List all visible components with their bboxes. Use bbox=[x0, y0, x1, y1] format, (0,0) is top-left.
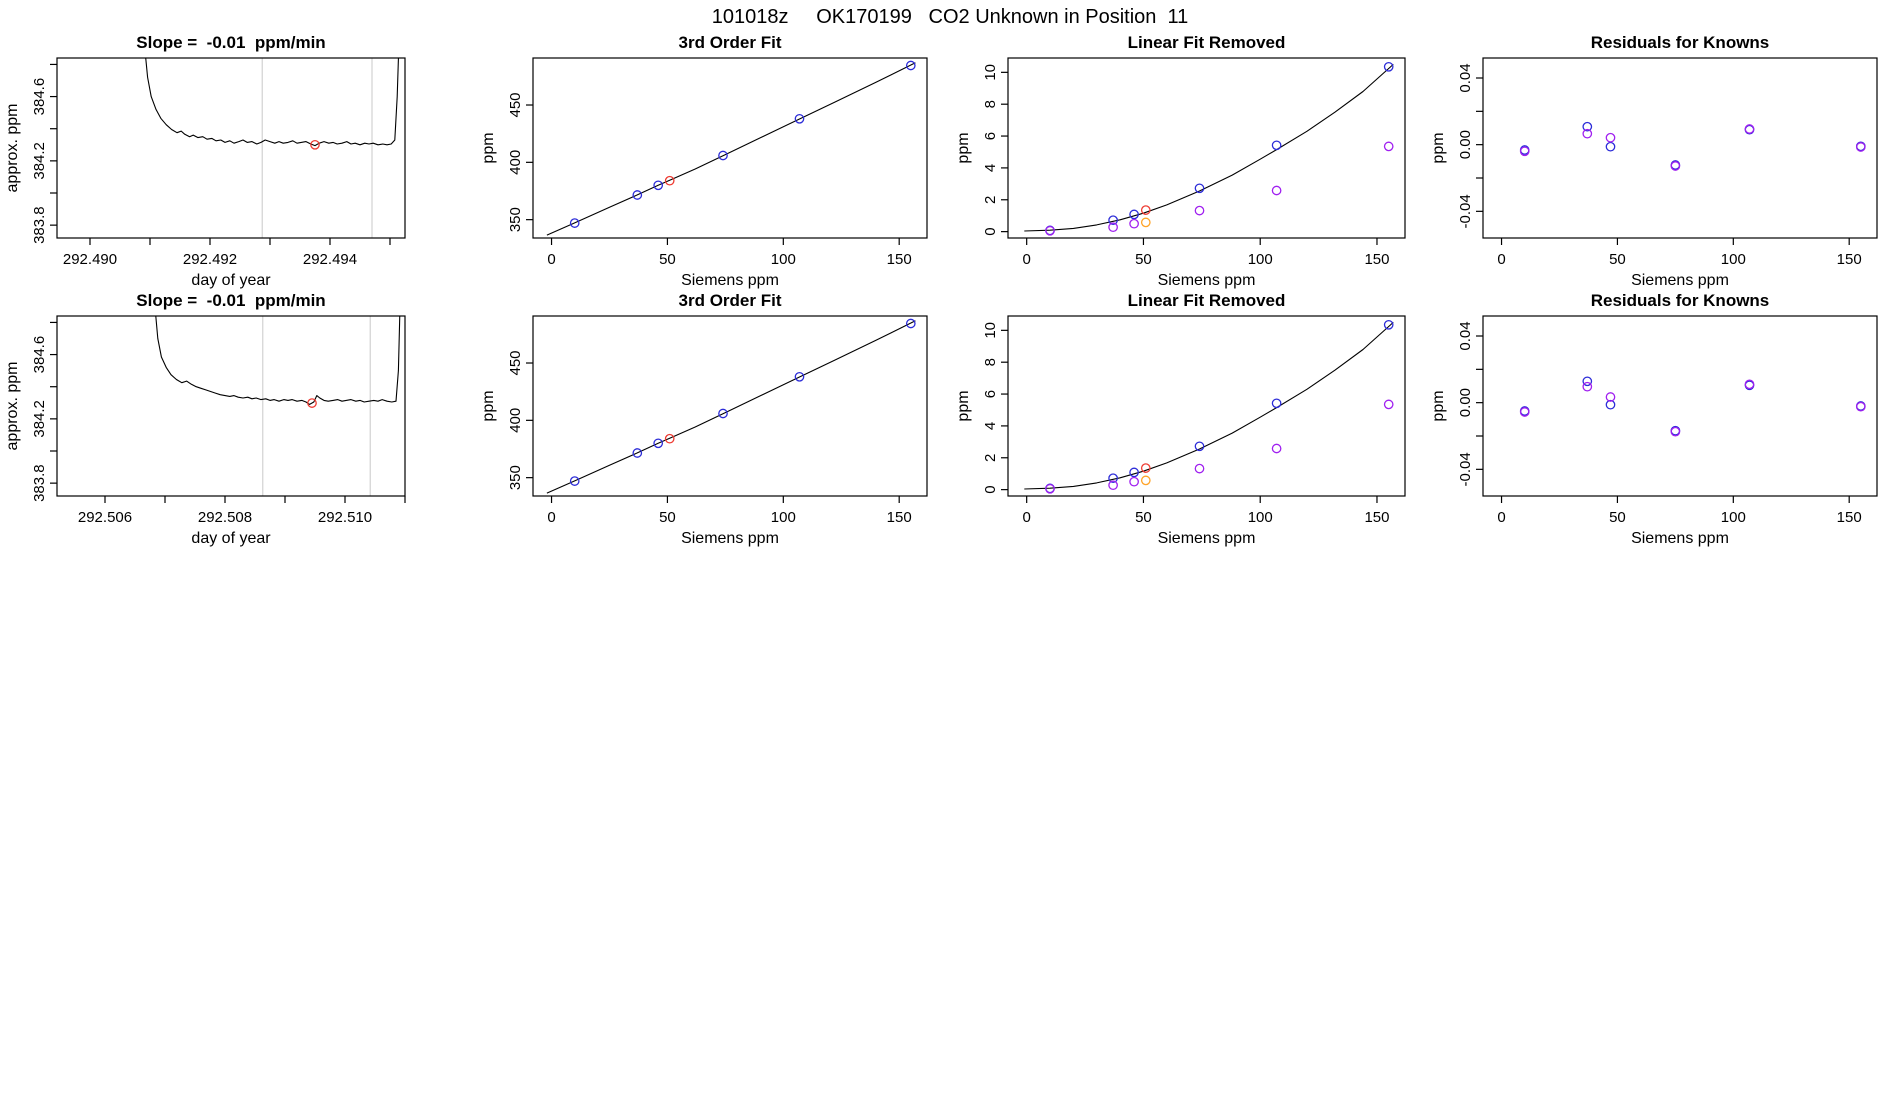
panel-title: Slope = -0.01 ppm/min bbox=[136, 291, 326, 310]
panel-title: Residuals for Knowns bbox=[1590, 33, 1770, 52]
panel-3rd-order-fit-bottom bbox=[476, 286, 952, 558]
unknown-points bbox=[1272, 444, 1280, 452]
residuals-purple bbox=[1583, 383, 1591, 391]
x-axis-label: day of year bbox=[191, 530, 271, 547]
panel-residuals-top-svg bbox=[1426, 28, 1900, 300]
y-tick-label: 8 bbox=[982, 358, 999, 367]
x-tick-label: 292.492 bbox=[182, 251, 238, 268]
y-axis-label: ppm bbox=[955, 132, 972, 164]
x-tick-label: 50 bbox=[1609, 509, 1626, 526]
unknown-points bbox=[1195, 206, 1203, 214]
y-tick-label: 383.8 bbox=[31, 206, 48, 244]
y-axis-label: ppm bbox=[1430, 132, 1447, 164]
known-points bbox=[1385, 321, 1393, 329]
y-tick-label: 400 bbox=[507, 149, 524, 175]
x-tick-label: 100 bbox=[770, 251, 796, 268]
x-tick-label: 150 bbox=[1836, 509, 1862, 526]
x-tick-label: 0 bbox=[547, 251, 556, 268]
y-tick-label: 450 bbox=[507, 92, 524, 118]
x-tick-label: 292.494 bbox=[302, 251, 358, 268]
x-tick-label: 0 bbox=[1022, 251, 1031, 268]
panel-residuals-top bbox=[1426, 28, 1900, 300]
x-axis-label: day of year bbox=[191, 272, 271, 289]
x-tick-label: 292.490 bbox=[62, 251, 118, 268]
y-tick-label: 2 bbox=[982, 195, 999, 204]
y-tick-label: 350 bbox=[507, 207, 524, 233]
x-axis-label: Siemens ppm bbox=[681, 272, 779, 289]
fit-line bbox=[547, 321, 916, 493]
x-axis-label: Siemens ppm bbox=[1157, 530, 1256, 547]
panel-3rd-order-fit-top bbox=[476, 28, 952, 300]
unknown-points bbox=[1130, 478, 1138, 486]
x-axis-label: Siemens ppm bbox=[681, 530, 779, 547]
known-points bbox=[1130, 210, 1138, 218]
x-tick-label: 50 bbox=[1609, 251, 1626, 268]
y-tick-label: 6 bbox=[982, 131, 999, 141]
residuals-blue bbox=[1606, 143, 1614, 151]
x-tick-label: 150 bbox=[1364, 251, 1390, 268]
y-tick-label: 0.00 bbox=[1457, 130, 1474, 160]
y-tick-label: 0.04 bbox=[1457, 321, 1474, 351]
x-tick-label: 0 bbox=[547, 509, 556, 526]
y-tick-label: 0 bbox=[982, 227, 999, 236]
panel-residuals-bottom-svg bbox=[1426, 286, 1900, 558]
unknown-points bbox=[1195, 464, 1203, 472]
known-points bbox=[1272, 141, 1280, 149]
unknown-points bbox=[1385, 142, 1393, 150]
panel-title: 3rd Order Fit bbox=[678, 291, 782, 310]
y-tick-label: -0.04 bbox=[1457, 452, 1474, 487]
y-tick-label: 384.6 bbox=[31, 335, 48, 374]
panel-residuals-bottom bbox=[1426, 286, 1900, 558]
panel-title: Slope = -0.01 ppm/min bbox=[136, 33, 326, 52]
x-axis-label: Siemens ppm bbox=[1631, 530, 1729, 547]
y-tick-label: 2 bbox=[982, 453, 999, 462]
panel-3rd-order-fit-top-svg bbox=[476, 28, 952, 300]
x-tick-label: 150 bbox=[886, 509, 912, 526]
x-tick-label: 100 bbox=[1247, 509, 1273, 526]
panel-linear-fit-removed-bottom-svg bbox=[951, 286, 1430, 558]
x-tick-label: 50 bbox=[1135, 251, 1152, 268]
y-tick-label: 384.6 bbox=[31, 77, 48, 116]
co2-trace bbox=[144, 40, 399, 145]
y-axis-label: ppm bbox=[480, 132, 497, 164]
page-title: 101018z OK170199 CO2 Unknown in Position 11 bbox=[711, 6, 1189, 28]
panel-slope-top-svg bbox=[0, 28, 430, 300]
x-axis-label: Siemens ppm bbox=[1631, 272, 1729, 289]
x-tick-label: 150 bbox=[1364, 509, 1390, 526]
y-tick-label: 6 bbox=[982, 389, 999, 399]
y-axis-label: approx. ppm bbox=[4, 361, 21, 451]
x-tick-label: 292.510 bbox=[317, 509, 373, 526]
x-tick-label: 50 bbox=[659, 251, 676, 268]
plot-box bbox=[1008, 58, 1405, 238]
plot-box bbox=[1008, 316, 1405, 496]
y-tick-label: -0.04 bbox=[1457, 194, 1474, 229]
y-tick-label: 384.2 bbox=[31, 142, 48, 180]
y-axis-label: ppm bbox=[1430, 390, 1447, 422]
panel-linear-fit-removed-top-svg bbox=[951, 28, 1430, 300]
x-tick-label: 0 bbox=[1497, 509, 1506, 526]
x-axis-label: Siemens ppm bbox=[1157, 272, 1256, 289]
known-points bbox=[1385, 63, 1393, 71]
y-tick-label: 0.04 bbox=[1457, 63, 1474, 93]
x-tick-label: 292.508 bbox=[197, 509, 253, 526]
panel-slope-bottom bbox=[0, 286, 430, 558]
x-tick-label: 100 bbox=[1720, 251, 1746, 268]
nonlinear-curve bbox=[1024, 64, 1393, 231]
panel-title: Linear Fit Removed bbox=[1127, 291, 1286, 310]
unknown-points bbox=[1130, 220, 1138, 228]
panel-linear-fit-removed-top bbox=[951, 28, 1430, 300]
y-axis-label: ppm bbox=[480, 390, 497, 422]
x-tick-label: 50 bbox=[1135, 509, 1152, 526]
plot-box bbox=[57, 58, 405, 238]
plot-box bbox=[1483, 58, 1877, 238]
co2-trace bbox=[154, 298, 400, 404]
selected-point bbox=[1142, 464, 1150, 472]
y-tick-label: 4 bbox=[982, 163, 999, 173]
plot-box bbox=[533, 316, 927, 496]
x-tick-label: 0 bbox=[1022, 509, 1031, 526]
residuals-purple bbox=[1606, 134, 1614, 142]
y-tick-label: 450 bbox=[507, 350, 524, 376]
x-tick-label: 0 bbox=[1497, 251, 1506, 268]
unknown-points bbox=[1385, 400, 1393, 408]
y-tick-label: 350 bbox=[507, 465, 524, 491]
x-tick-label: 100 bbox=[1247, 251, 1273, 268]
plot-box bbox=[57, 316, 405, 496]
panel-linear-fit-removed-bottom bbox=[951, 286, 1430, 558]
flagged-point bbox=[1142, 218, 1150, 226]
y-axis-label: approx. ppm bbox=[4, 103, 21, 193]
selected-point bbox=[1142, 206, 1150, 214]
y-tick-label: 383.8 bbox=[31, 464, 48, 502]
panel-title: 3rd Order Fit bbox=[678, 33, 782, 52]
y-tick-label: 384.2 bbox=[31, 400, 48, 438]
panel-slope-bottom-svg bbox=[0, 286, 430, 558]
y-tick-label: 4 bbox=[982, 421, 999, 431]
y-axis-label: ppm bbox=[955, 390, 972, 422]
known-points bbox=[1130, 468, 1138, 476]
flagged-point bbox=[1142, 476, 1150, 484]
panel-title: Linear Fit Removed bbox=[1127, 33, 1286, 52]
panel-3rd-order-fit-bottom-svg bbox=[476, 286, 952, 558]
x-tick-label: 150 bbox=[1836, 251, 1862, 268]
y-tick-label: 400 bbox=[507, 407, 524, 433]
x-tick-label: 150 bbox=[886, 251, 912, 268]
unknown-points bbox=[1272, 186, 1280, 194]
plot-box bbox=[533, 58, 927, 238]
x-tick-label: 100 bbox=[1720, 509, 1746, 526]
y-tick-label: 0 bbox=[982, 485, 999, 494]
x-tick-label: 292.506 bbox=[77, 509, 133, 526]
known-points bbox=[1272, 399, 1280, 407]
x-tick-label: 100 bbox=[770, 509, 796, 526]
plot-box bbox=[1483, 316, 1877, 496]
fit-line bbox=[547, 63, 916, 235]
y-tick-label: 0.00 bbox=[1457, 388, 1474, 418]
panel-slope-top bbox=[0, 28, 430, 300]
x-tick-label: 50 bbox=[659, 509, 676, 526]
nonlinear-curve bbox=[1024, 322, 1393, 489]
panel-title: Residuals for Knowns bbox=[1590, 291, 1770, 310]
y-tick-label: 10 bbox=[982, 321, 999, 339]
y-tick-label: 8 bbox=[982, 100, 999, 109]
y-tick-label: 10 bbox=[982, 63, 999, 81]
